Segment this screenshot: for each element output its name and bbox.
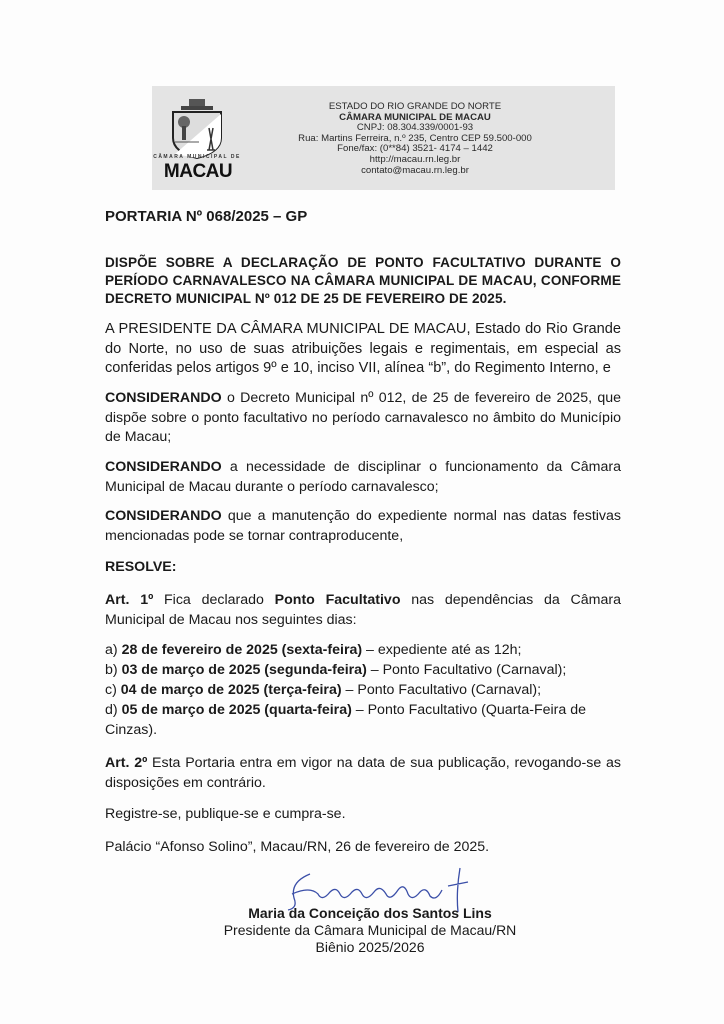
- considerando-3: [105, 507, 621, 546]
- item-letter: c): [105, 682, 121, 698]
- institution-name: CÂMARA MUNICIPAL DE MACAU: [339, 111, 491, 123]
- considerando-keyword: CONSIDERANDO: [105, 508, 222, 524]
- list-item: [105, 700, 621, 740]
- document-title: PORTARIA Nº 068/2025 – GP: [105, 208, 308, 225]
- list-item: [105, 680, 621, 700]
- item-letter: a): [105, 642, 122, 658]
- signatory-term: Biênio 2025/2026: [315, 939, 425, 955]
- article-2: [105, 754, 621, 793]
- item-desc: – Ponto Facultativo (Carnaval);: [341, 682, 542, 698]
- article-text: nas dependências da Câmara Municipal de Macau nos seguintes dias:: [105, 592, 621, 628]
- holiday-list: [105, 640, 621, 740]
- article-emphasis: Ponto Facultativo: [274, 592, 401, 608]
- item-date: 03 de março de 2025 (segunda-feira): [121, 662, 367, 678]
- considerando-text: a necessidade de disciplinar o funcionamento da Câmara Municipal de Macau durante o período carnavalesco;: [105, 459, 621, 495]
- state-name: ESTADO DO RIO GRANDE DO NORTE: [328, 101, 502, 112]
- logo-name: MACAU: [163, 161, 233, 182]
- article-text: Fica declarado: [153, 592, 275, 608]
- preamble: A PRESIDENTE DA CÂMARA MUNICIPAL DE MACAU, Estado do Rio Grande do Norte, no uso de suas atribuições legais e regimentais, em especial as conferidas pelos artigos 9º e 10, inciso VII, alínea “b”, do Regimento Interno, e: [105, 321, 621, 376]
- signature-block: [200, 905, 540, 956]
- item-date: 04 de março de 2025 (terça-feira): [120, 682, 342, 698]
- phone: Fone/fax: (0**84) 3521- 4174 – 1442: [337, 143, 493, 155]
- resolve-heading: RESOLVE:: [105, 559, 177, 575]
- letterhead-info: [270, 102, 560, 176]
- cnpj: CNPJ: 08.304.339/0001-93: [356, 122, 474, 134]
- article-label: Art. 1º: [105, 592, 154, 608]
- email-link[interactable]: contato@macau.rn.leg.br: [361, 164, 469, 176]
- signatory-role: Presidente da Câmara Municipal de Macau/RN: [223, 922, 517, 938]
- article-label: Art. 2º: [105, 755, 148, 771]
- address: Rua: Martins Ferreira, n.º 235, Centro CEP 59.500-000: [298, 132, 532, 144]
- list-item: [105, 640, 621, 660]
- place-date: Palácio “Afonso Solino”, Macau/RN, 26 de fevereiro de 2025.: [105, 839, 490, 855]
- item-date: 28 de fevereiro de 2025 (sexta-feira): [121, 642, 363, 658]
- item-desc: – Ponto Facultativo (Quarta-Feira de Cinzas).: [105, 702, 587, 738]
- considerando-keyword: CONSIDERANDO: [105, 459, 222, 475]
- item-desc: – Ponto Facultativo (Carnaval);: [366, 662, 567, 678]
- considerando-text: que a manutenção do expediente normal nas datas festivas mencionadas pode se tornar contraproducente,: [105, 508, 621, 544]
- document-ementa: DISPÕE SOBRE A DECLARAÇÃO DE PONTO FACULTATIVO DURANTE O PERÍODO CARNAVALESCO NA CÂMARA MUNICIPAL DE MACAU, CONFORME DECRETO MUNICIPAL Nº 012 DE 25 DE FEVEREIRO DE 2025.: [105, 255, 621, 306]
- chamber-logo: [152, 88, 270, 190]
- signatory-name: Maria da Conceição dos Santos Lins: [248, 905, 492, 921]
- item-date: 05 de março de 2025 (quarta-feira): [121, 702, 352, 718]
- municipal-crest-icon: [169, 98, 225, 160]
- considerando-text: o Decreto Municipal nº 012, de 25 de fevereiro de 2025, que dispõe sobre o ponto facultativo no período carnavalesco no âmbito do Município de Macau;: [105, 390, 621, 445]
- closing-formula: Registre-se, publique-se e cumpra-se.: [105, 806, 346, 822]
- item-letter: d): [105, 702, 122, 718]
- website-link[interactable]: http://macau.rn.leg.br: [369, 153, 461, 165]
- logo-subtitle: CÂMARA MUNICIPAL DE: [153, 154, 241, 160]
- article-text: Esta Portaria entra em vigor na data de sua publicação, revogando-se as disposições em contrário.: [105, 755, 621, 791]
- considerando-keyword: CONSIDERANDO: [105, 390, 222, 406]
- item-desc: – expediente até as 12h;: [362, 642, 522, 658]
- considerando-2: [105, 458, 621, 497]
- list-item: [105, 660, 621, 680]
- item-letter: b): [105, 662, 122, 678]
- considerando-1: [105, 389, 621, 448]
- article-1: [105, 591, 621, 630]
